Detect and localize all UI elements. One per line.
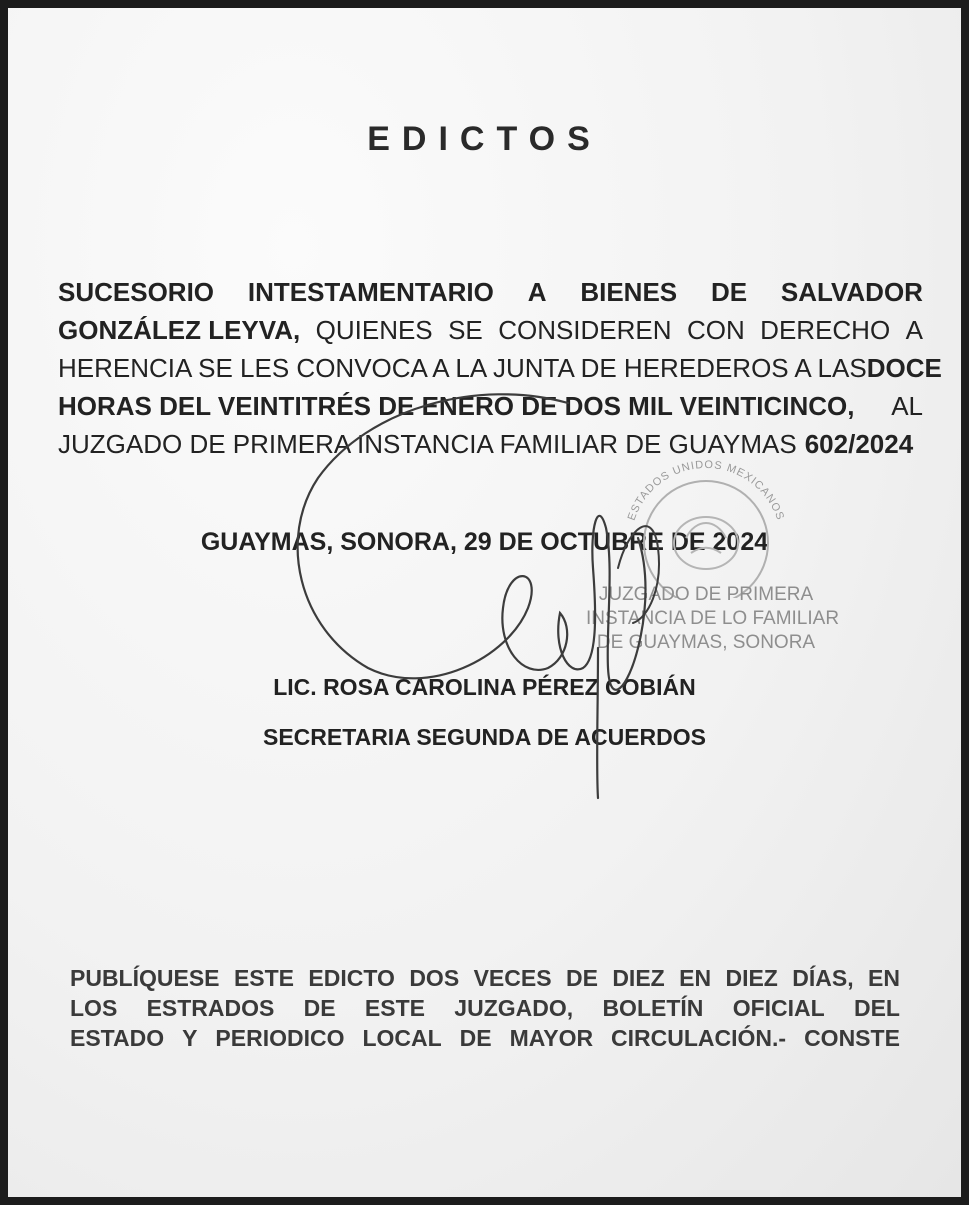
word: DÍAS, [792, 965, 854, 991]
court-seal-stamp [586, 448, 840, 678]
word: EN [679, 965, 712, 991]
body-line-1 [58, 273, 923, 311]
word: VECES [473, 965, 552, 991]
word: EDICTO [308, 965, 395, 991]
publication-notice [70, 963, 900, 1053]
body-line-3 [58, 349, 942, 387]
word: BOLETÍN [602, 995, 704, 1021]
notice-line-3 [70, 1023, 900, 1053]
body-text: HERENCIA SE LES CONVOCA A LA JUNTA DE HEREDEROS A LAS [58, 353, 867, 383]
word: DIEZ [612, 965, 665, 991]
word: A [905, 315, 923, 345]
seal-ring-text: ESTADOS UNIDOS MEXICANOS [625, 458, 787, 523]
word: BIENES [580, 277, 678, 307]
word: LOCAL [362, 1025, 442, 1051]
signatory-name: LIC. ROSA CAROLINA PÉREZ COBIÁN [273, 674, 696, 700]
seal-line-2: INSTANCIA DE LO FAMILIAR [586, 608, 840, 629]
body-text: AL [891, 391, 923, 421]
word: A [527, 277, 547, 307]
word: DOS [409, 965, 460, 991]
word: SALVADOR [780, 277, 923, 307]
deceased-name: GONZÁLEZ LEYVA, [58, 315, 301, 345]
word: CONSIDEREN [498, 315, 672, 345]
word: EN [868, 965, 900, 991]
word: DEL [853, 995, 900, 1021]
word: SUCESORIO [58, 277, 215, 307]
case-number: 602/2024 [804, 429, 914, 459]
word: CON [686, 315, 745, 345]
notice-line-1 [70, 963, 900, 993]
seal-line-1: JUZGADO DE PRIMERA [598, 584, 814, 605]
place-date: GUAYMAS, SONORA, 29 DE OCTUBRE DE 2024 [200, 528, 769, 556]
body-line-4 [58, 387, 923, 425]
word: LOS [70, 995, 118, 1021]
word: DIEZ [725, 965, 778, 991]
court-name: JUZGADO DE PRIMERA INSTANCIA FAMILIAR DE GUAYMAS [58, 429, 797, 459]
word: ESTRADOS [146, 995, 275, 1021]
word: DE [303, 995, 336, 1021]
word: CIRCULACIÓN.- [611, 1025, 787, 1051]
word: SE [448, 315, 483, 345]
body-line-2 [58, 311, 923, 349]
hour-text: DOCE [866, 353, 942, 383]
word: DERECHO [760, 315, 891, 345]
word: Y [182, 1025, 198, 1051]
word: DE [710, 277, 748, 307]
word: ESTE [364, 995, 425, 1021]
word: INTESTAMENTARIO [247, 277, 494, 307]
word: QUIENES [315, 315, 433, 345]
edict-body [58, 273, 942, 463]
word: ESTE [233, 965, 295, 991]
hearing-date: HORAS DEL VEINTITRÉS DE ENERO DE DOS MIL VEINTICINCO, [58, 391, 855, 421]
document-title: EDICTOS [367, 120, 602, 158]
notice-line-2 [70, 993, 900, 1023]
word: PUBLÍQUESE [70, 965, 220, 991]
word: CONSTE [804, 1025, 900, 1051]
svg-text:ESTADOS UNIDOS MEXICANOS [626, 459, 787, 522]
word: PERIODICO [215, 1025, 345, 1051]
seal-emblem-icon [586, 448, 826, 598]
document-page [8, 8, 961, 1197]
word: DE [459, 1025, 492, 1051]
signatory-role: SECRETARIA SEGUNDA DE ACUERDOS [263, 724, 706, 750]
word: JUZGADO, [454, 995, 574, 1021]
word: OFICIAL [732, 995, 825, 1021]
seal-line-3: DE GUAYMAS, SONORA [596, 632, 816, 653]
word: MAYOR [509, 1025, 594, 1051]
word: DE [565, 965, 598, 991]
word: ESTADO [70, 1025, 165, 1051]
